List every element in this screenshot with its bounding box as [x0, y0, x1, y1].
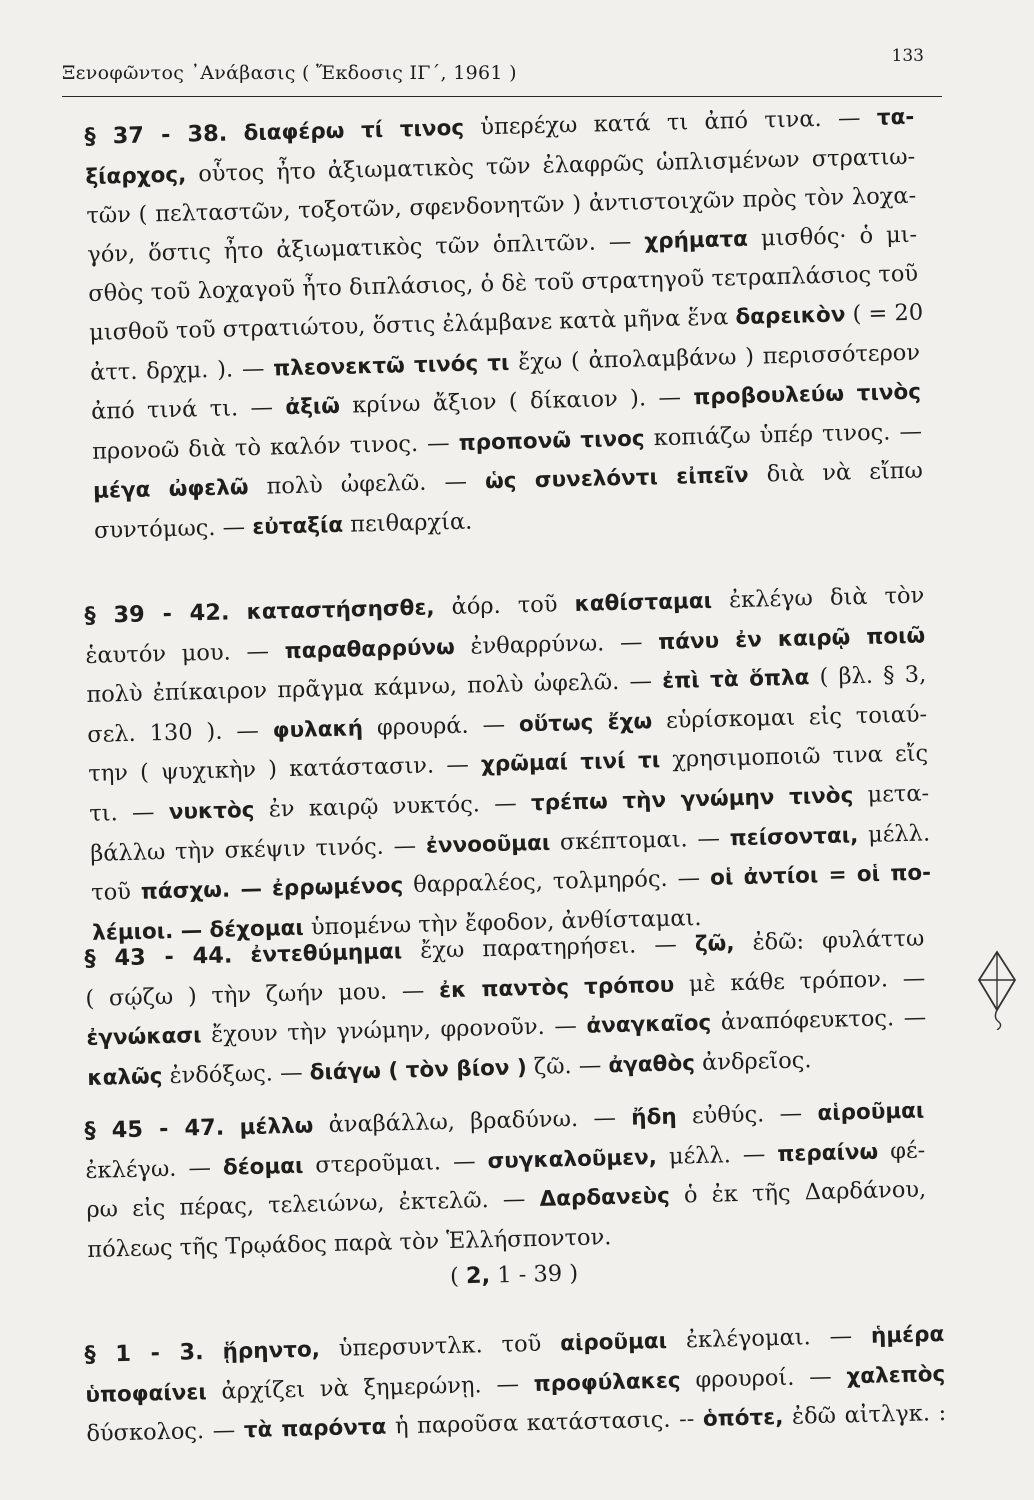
gloss: ἑαυτόν μου. — — [85, 638, 270, 669]
gloss: ἡ παροῦσα κατάστασις. -- — [394, 1406, 695, 1440]
lemma: αἱροῦμαι — [817, 1098, 925, 1127]
lemma: πείσονται, — [729, 822, 859, 851]
section-number: § 39 - 42. — [84, 599, 230, 629]
lemma: διάγω ( τὸν βίον ) — [309, 1055, 528, 1086]
gloss: μὲ κάθε τρόπον. — — [688, 965, 926, 997]
gloss: ζῶ. — — [533, 1052, 602, 1080]
lemma: προπονῶ τινος — [458, 426, 645, 456]
gloss: προνοῶ διὰ τὸ καλόν τινος. — — [91, 429, 450, 465]
lemma: χρῶμαί τινί τι — [480, 748, 661, 778]
gloss: εὐθύς. — — [691, 1100, 803, 1130]
lemma: ὁπότε, — [702, 1405, 784, 1433]
gloss: στεροῦμαι. — — [315, 1148, 476, 1178]
gloss: κοπιάζω ὑπέρ τινος. — — [653, 418, 923, 451]
lemma: ἀγαθὸς — [608, 1050, 696, 1079]
lemma: χρήματα — [643, 226, 749, 255]
gloss: μέλλ. — — [668, 1140, 766, 1170]
lemma: οὕτως ἔχω — [518, 708, 653, 738]
lemma: καθίσταμαι — [574, 588, 713, 618]
gloss: ἐνθαρρύνω. — — [470, 628, 643, 660]
gloss: ἔχω παρατηρήσει. — — [419, 931, 678, 964]
lemma: εὐταξία — [251, 512, 344, 540]
gloss: ὑπομένω τὴν ἔφοδον, ἀνθίσταμαι. — [310, 904, 702, 941]
lemma: ἡμέρα — [870, 1321, 945, 1349]
gloss: φρουρά. — — [376, 711, 506, 741]
lemma: καλῶς — [87, 1063, 163, 1091]
lemma: φυλακή — [272, 716, 364, 744]
lemma: τα- — [876, 104, 915, 131]
lemma: ἐρρωμένος — [271, 873, 404, 902]
lemma: ξίαρχος, — [85, 162, 187, 190]
gloss: πολὺ ὠφελῶ. — — [266, 469, 468, 500]
gloss: ἐδῶ αἰτλγκ. : — [791, 1400, 947, 1430]
gloss: ἀνδρεῖος. — [701, 1047, 812, 1076]
gloss: τι. — — [88, 799, 155, 827]
gloss: φέ- — [889, 1137, 926, 1164]
kite-drawing-icon — [975, 950, 1019, 1030]
lemma: ἀξιῶ — [285, 393, 341, 421]
lemma: πάσχω. — — [140, 876, 263, 905]
lemma: μέλλω — [239, 1113, 314, 1141]
lemma: νυκτὸς — [168, 797, 255, 825]
gloss: την ( ψυχικὴν ) κατάστασιν. — — [88, 752, 470, 788]
lemma: διαφέρω τί τινος — [243, 115, 465, 147]
lemma: περαίνω — [777, 1139, 879, 1167]
gloss: ὁ ἐκ τῆς Δαρδάνου, — [683, 1176, 927, 1209]
gloss: ρω εἰς πέρας, τελειώνω, ἐκτελῶ. — — [86, 1186, 526, 1224]
gloss: σκέπτομαι. — — [559, 825, 721, 856]
gloss: ἀναπόφευκτος. — — [720, 1004, 927, 1036]
gloss: ἐν καιρῷ νυκτός. — — [268, 790, 518, 823]
lemma: μέγα ὠφελῶ — [92, 475, 249, 505]
lemma: Δαρδανεὺς — [539, 1183, 671, 1213]
gloss: ( = 20 — [852, 299, 924, 328]
page-number: 133 — [891, 46, 924, 66]
gloss: ἐκλέγω διὰ τὸν — [728, 582, 925, 614]
gloss: ἐκλέγω. — — [85, 1154, 212, 1184]
lemma: ὑποφαίνει — [85, 1379, 207, 1408]
lemma: χαλεπὸς — [846, 1361, 946, 1389]
gloss: τοῦ — [90, 879, 132, 907]
gloss: ἐδῶ: φυλάττω — [752, 925, 925, 956]
gloss: ἐνδόξως. — — [169, 1059, 303, 1089]
gloss: θαρραλέος, τολμηρός. — — [412, 865, 701, 899]
text-line: τῶν ( πελταστῶν, τοξοτῶν, σφενδονητῶν ) ἀντιστοιχῶν πρὸς τὸν λοχα- — [86, 182, 917, 230]
lemma: ᾕρηντο, — [222, 1337, 321, 1365]
gloss: ὑπερέχω κατά τι ἀπό τινα. — — [480, 105, 861, 141]
lemma: παραθαρρύνω — [284, 634, 456, 664]
gloss: ὑπερσυντλκ. τοῦ — [338, 1330, 542, 1362]
lemma: τὰ παρόντα — [243, 1414, 387, 1444]
gloss: κρίνω ἄξιον ( δίκαιον ). — — [352, 384, 682, 419]
gloss: μισθός· ὁ μι- — [760, 221, 918, 252]
lemma: συγκαλοῦμεν, — [487, 1144, 658, 1174]
paragraph-45-47 — [84, 1091, 928, 1269]
gloss: ἔχουν τὴν γνώμην, φρονοῦν. — — [210, 1013, 578, 1049]
gloss: μετα- — [867, 780, 930, 808]
lemma: οἱ ἀντίοι = οἱ πο- — [709, 860, 932, 891]
section-number: § 1 - 3. — [84, 1339, 204, 1368]
gloss: εὑρίσκομαι εἰς τοιαύ- — [665, 701, 928, 734]
gloss: ἀναβάλλω, βραδύνω. — — [328, 1105, 617, 1139]
gloss: ( σῴζω ) τὴν ζωήν μου. — — [85, 977, 425, 1012]
book-page — [62, 40, 947, 1470]
gloss: ἀόρ. τοῦ — [451, 591, 558, 621]
gloss: γόν, ὅστις ἦτο ἀξιωματικὸς τῶν ὁπλιτῶν. — — [87, 228, 632, 268]
lemma: ἐννοοῦμαι — [425, 830, 551, 859]
gloss: πολὺ ἐπίκαιρον πρᾶγμα κάμνω, πολὺ ὠφελῶ. — — [86, 668, 653, 709]
gloss: διὰ νὰ εἴπω — [766, 457, 924, 488]
section-number: § 43 - 44. — [84, 942, 233, 972]
lemma: ἤδη — [630, 1104, 677, 1131]
gloss: ἔχω ( ἀπολαμβάνω ) περισσότερον — [517, 339, 921, 376]
gloss: ἀρχίζει νὰ ξημερώνῃ. — — [221, 1370, 520, 1405]
lemma: δέομαι — [222, 1153, 304, 1181]
lemma: λέμιοι. — — [91, 917, 203, 946]
section-number: § 45 - 47. — [84, 1114, 225, 1144]
gloss: φρουροί. — — [695, 1363, 832, 1393]
paragraph-1-3 — [84, 1315, 947, 1455]
lemma: ἀναγκαῖος — [586, 1010, 712, 1039]
lemma: δέχομαι — [209, 915, 305, 943]
lemma: πλεονεκτῶ τινός τι — [272, 350, 510, 382]
gloss: πειθαρχία. — [349, 508, 473, 538]
gloss: δύσκολος. — — [86, 1417, 236, 1448]
lemma: τρέπω τὴν γνώμην τινὸς — [530, 783, 854, 817]
lemma: ἐντεθύμημαι — [250, 939, 403, 968]
lemma: πάνυ ἐν καιρῷ ποιῶ — [657, 623, 926, 655]
lemma: ζῶ, — [694, 931, 735, 958]
section-number: § 37 - 38. — [84, 120, 228, 150]
lemma: δαρεικὸν — [735, 302, 846, 331]
lemma: ἐπὶ τὰ ὅπλα — [661, 665, 810, 695]
gloss: σελ. 130 ). — — [87, 717, 260, 748]
running-header — [62, 40, 942, 97]
text-line: πόλεως τῆς Τρῳάδος παρὰ τὸν Ἑλλήσποντον. — [87, 1223, 612, 1263]
lemma: καταστήσησθε, — [246, 595, 435, 626]
gloss: οὗτος ἦτο ἀξιωματικὸς τῶν ἐλαφρῶς ὡπλισμένων στρατιω- — [198, 143, 916, 187]
gloss: ἀττ. δρχμ. ). — — [89, 355, 265, 386]
gloss: χρησιμοποιῶ τινα εἴς — [672, 740, 929, 774]
lemma: ἐγνώκασι — [86, 1023, 202, 1052]
paragraph-43-44 — [84, 919, 928, 1098]
header-title: Ξενοφῶντος ᾿Ανάβασις ( Ἔκδοσις ΙΓ΄, 1961 ) — [62, 62, 517, 84]
gloss: ἀπό τινά τι. — — [90, 394, 274, 426]
text-line: σθὸς τοῦ λοχαγοῦ ἦτο διπλάσιος, ὁ δὲ τοῦ στρατηγοῦ τετραπλάσιος τοῦ — [87, 261, 919, 308]
gloss: ( βλ. § 3, — [819, 661, 927, 691]
gloss: μισθοῦ τοῦ στρατιώτου, ὅστις ἐλάμβανε κατὰ μῆνα ἕνα — [88, 304, 729, 346]
lemma: ἐκ παντὸς τρόπου — [438, 972, 675, 1003]
gloss: βάλλω τὴν σκέψιν τινός. — — [89, 832, 417, 867]
chapter-reference: ( 2, 1 - 39 ) — [449, 1260, 579, 1290]
gloss: μέλλ. — [867, 819, 931, 848]
lemma: ὡς συνελόντι εἰπεῖν — [484, 463, 749, 495]
lemma: αἱροῦμαι — [559, 1328, 668, 1357]
paragraph-37-38 — [84, 98, 924, 552]
gloss: συντόμως. — — [93, 514, 246, 544]
gloss: ἐκλέγομαι. — — [685, 1323, 853, 1354]
lemma: προφύλακες — [533, 1368, 681, 1397]
lemma: προβουλεύω τινὸς — [693, 379, 922, 411]
